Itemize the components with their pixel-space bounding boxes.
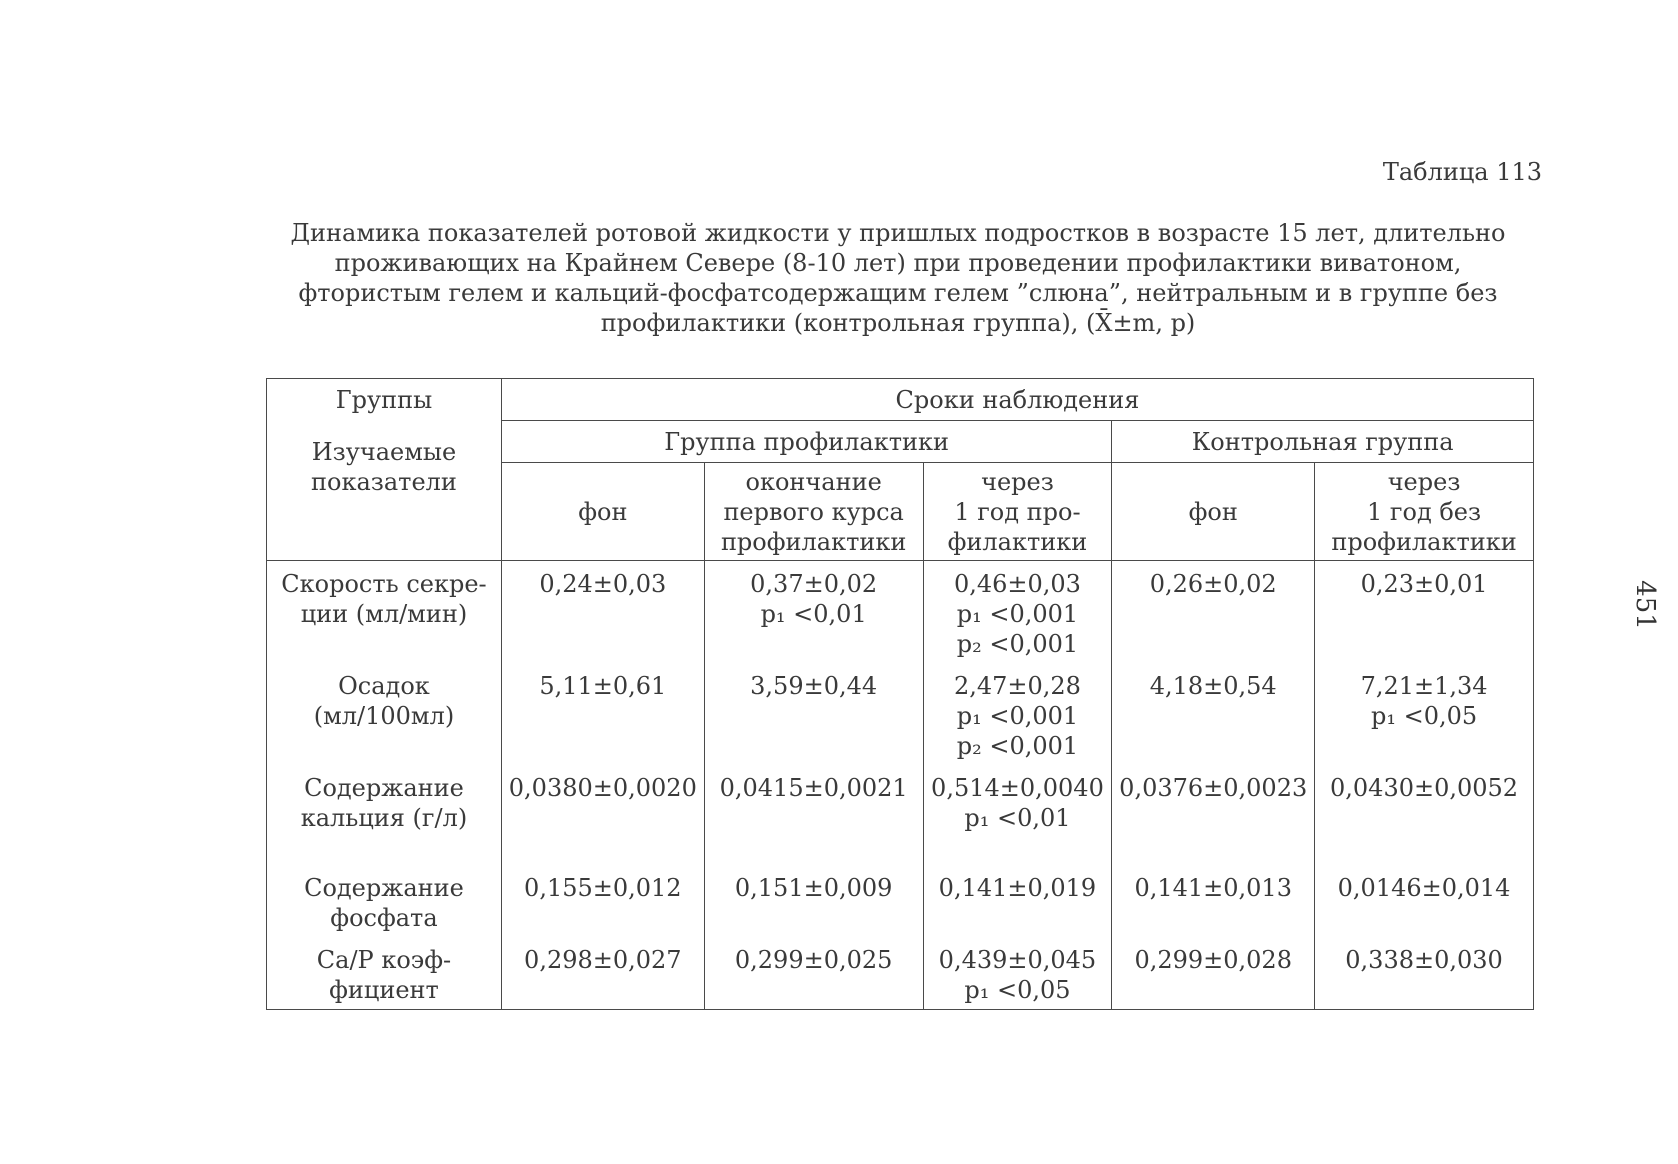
cell-value: 0,0380±0,0020 (508, 774, 697, 802)
cell-value: 0,155±0,012 (524, 874, 682, 902)
cell-value: 0,24±0,03 (539, 570, 667, 598)
header-text: 1 год про- (954, 497, 1081, 526)
header-control-group: Контрольная группа (1112, 421, 1534, 463)
cell-value: 0,46±0,03 (953, 570, 1081, 598)
table-cell (704, 663, 923, 765)
cell-value: 0,299±0,028 (1134, 946, 1292, 974)
table-cell (923, 765, 1112, 865)
page-number: 451 (1629, 580, 1660, 630)
cell-value: 3,59±0,44 (750, 672, 878, 700)
row-label (267, 865, 502, 937)
cell-value: 0,439±0,045 (938, 946, 1097, 974)
table-cell (1112, 865, 1315, 937)
table-cell (501, 561, 704, 664)
table-row (267, 663, 1534, 765)
header-text: 1 год без (1367, 497, 1482, 526)
caption-line: фтористым гелем и кальций-фосфатсодержащим гелем ”слюна”, нейтральным и в группе без (298, 279, 1498, 307)
cell-p-value: p₁ <0,05 (964, 976, 1071, 1004)
cell-p-value: p₁ <0,05 (1370, 702, 1478, 730)
table-number: Таблица 113 (1382, 158, 1542, 186)
cell-value: 0,299±0,025 (734, 946, 893, 974)
table-row (267, 765, 1534, 865)
table-cell (923, 663, 1112, 765)
header-col-after-year (923, 463, 1112, 561)
header-col-background-2: фон (1112, 463, 1315, 561)
table-cell (704, 937, 923, 1010)
table-cell (501, 865, 704, 937)
table-row (267, 561, 1534, 664)
header-text: через (981, 467, 1054, 496)
table-cell (501, 663, 704, 765)
row-label (267, 561, 502, 664)
cell-p-value: p₁ <0,001 (956, 702, 1079, 730)
row-label-line: фосфата (330, 904, 438, 932)
cell-value: 0,23±0,01 (1360, 570, 1488, 598)
cell-value: 0,0430±0,0052 (1330, 774, 1519, 802)
table-cell (1112, 937, 1315, 1010)
header-text: первого курса (723, 497, 904, 526)
header-col-background-1: фон (501, 463, 704, 561)
table-cell (501, 937, 704, 1010)
cell-p-value: p₁ <0,01 (964, 804, 1071, 832)
row-label-line: ции (мл/мин) (300, 600, 468, 628)
row-label-line: Ca/P коэф- (316, 946, 452, 974)
caption-line: профилактики (контрольная группа), (X̄±m, p) (600, 309, 1196, 337)
header-text: через (1387, 467, 1461, 496)
cell-value: 0,151±0,009 (734, 874, 893, 902)
header-col-after-year-ctrl (1315, 463, 1534, 561)
table-cell (1112, 663, 1315, 765)
row-label (267, 663, 502, 765)
row-label-line: Содержание (304, 774, 464, 802)
header-text: окончание (745, 467, 882, 496)
table-cell (704, 561, 923, 664)
table-row (267, 865, 1534, 937)
cell-p-value: p₁ <0,01 (760, 600, 867, 628)
cell-value: 2,47±0,28 (953, 672, 1081, 700)
row-label-line: Осадок (338, 672, 430, 700)
cell-value: 0,0146±0,014 (1337, 874, 1511, 902)
table-cell (1315, 663, 1534, 765)
data-table (266, 378, 1534, 1010)
header-groups: Группы (335, 386, 433, 414)
cell-p-value: p₂ <0,001 (956, 630, 1079, 658)
table-cell (1112, 561, 1315, 664)
row-label-line: Скорость секре- (281, 570, 487, 598)
table-cell (501, 765, 704, 865)
table-cell (704, 865, 923, 937)
table-cell (923, 865, 1112, 937)
table-cell (704, 765, 923, 865)
header-indicators-line1: Изучаемые (311, 438, 457, 466)
table-cell (1315, 937, 1534, 1010)
cell-value: 0,338±0,030 (1345, 946, 1503, 974)
row-label-line: кальция (г/л) (300, 804, 468, 832)
row-label (267, 937, 502, 1010)
table-cell (923, 937, 1112, 1010)
header-prophylaxis-group: Группа профилактики (501, 421, 1111, 463)
cell-value: 0,141±0,019 (938, 874, 1097, 902)
cell-p-value: p₂ <0,001 (956, 732, 1079, 760)
table-body (267, 561, 1534, 1010)
cell-value: 0,26±0,02 (1149, 570, 1277, 598)
table-cell (923, 561, 1112, 664)
table-row (267, 937, 1534, 1010)
table-caption (262, 218, 1534, 338)
table-cell (1315, 561, 1534, 664)
cell-value: 0,37±0,02 (750, 570, 878, 598)
caption-line: проживающих на Крайнем Севере (8-10 лет) при проведении профилактики виватоном, (334, 249, 1462, 277)
table-cell (1112, 765, 1315, 865)
row-label-line: фициент (329, 976, 439, 1004)
header-indicators-line2: показатели (311, 468, 457, 496)
row-label (267, 765, 502, 865)
header-text: филактики (947, 527, 1088, 556)
cell-value: 5,11±0,61 (539, 672, 667, 700)
caption-line: Динамика показателей ротовой жидкости у пришлых подростков в возрасте 15 лет, длительно (290, 219, 1506, 247)
cell-value: 0,141±0,013 (1134, 874, 1292, 902)
row-label-line: (мл/100мл) (313, 702, 455, 730)
header-text: профилактики (720, 527, 907, 556)
cell-p-value: p₁ <0,001 (956, 600, 1079, 628)
cell-value: 0,514±0,0040 (931, 774, 1104, 802)
cell-value: 7,21±1,34 (1360, 672, 1488, 700)
row-label-line: Содержание (304, 874, 464, 902)
header-col-end-course (704, 463, 923, 561)
table-cell (1315, 865, 1534, 937)
cell-value: 4,18±0,54 (1149, 672, 1277, 700)
header-text: профилактики (1331, 527, 1517, 556)
cell-value: 0,0376±0,0023 (1119, 774, 1308, 802)
cell-value: 0,298±0,027 (524, 946, 682, 974)
header-observation-periods: Сроки наблюдения (501, 379, 1533, 421)
header-groups-cell (267, 379, 502, 561)
cell-value: 0,0415±0,0021 (719, 774, 908, 802)
table-cell (1315, 765, 1534, 865)
